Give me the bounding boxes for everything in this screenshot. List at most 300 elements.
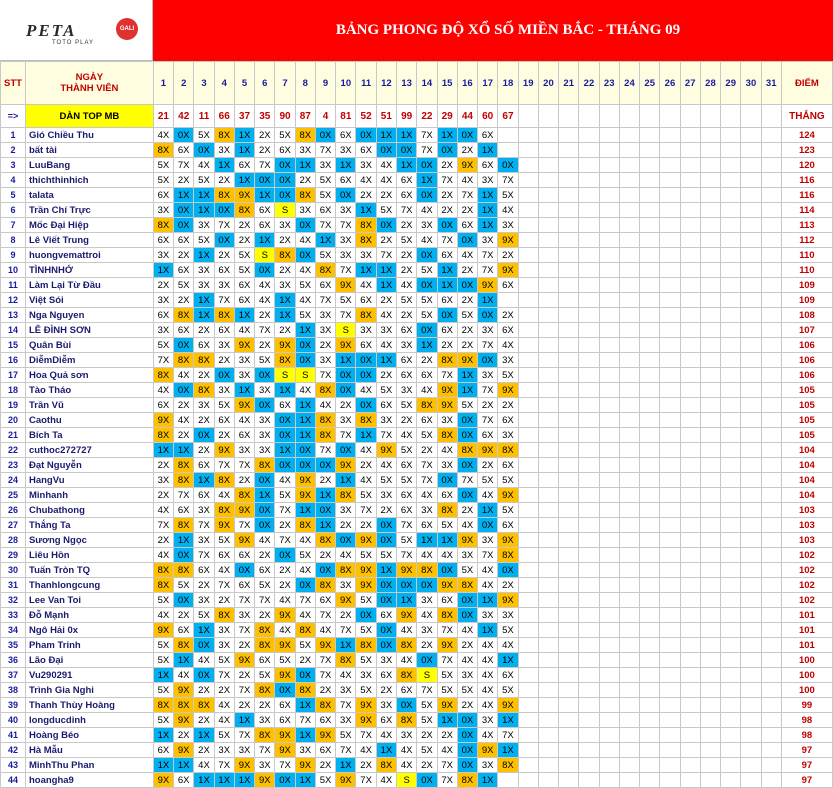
- score-cell[interactable]: [619, 278, 639, 293]
- score-cell[interactable]: [680, 368, 700, 383]
- score-cell[interactable]: [518, 548, 538, 563]
- score-cell[interactable]: 3X: [478, 368, 498, 383]
- score-cell[interactable]: 6X: [275, 713, 295, 728]
- score-cell[interactable]: [518, 698, 538, 713]
- score-cell[interactable]: [619, 638, 639, 653]
- score-cell[interactable]: [721, 218, 741, 233]
- score-cell[interactable]: 3X: [417, 593, 437, 608]
- score-cell[interactable]: 3X: [417, 623, 437, 638]
- score-cell[interactable]: 0X: [174, 218, 194, 233]
- score-cell[interactable]: [579, 143, 599, 158]
- score-cell[interactable]: [559, 158, 579, 173]
- score-cell[interactable]: [559, 503, 579, 518]
- score-cell[interactable]: [579, 128, 599, 143]
- score-cell[interactable]: [700, 488, 720, 503]
- score-cell[interactable]: [579, 518, 599, 533]
- score-cell[interactable]: [619, 488, 639, 503]
- score-cell[interactable]: 8X: [376, 758, 396, 773]
- score-cell[interactable]: 7X: [478, 413, 498, 428]
- score-cell[interactable]: [700, 503, 720, 518]
- score-cell[interactable]: 9X: [295, 473, 315, 488]
- score-cell[interactable]: 0X: [255, 173, 275, 188]
- score-cell[interactable]: 4X: [376, 728, 396, 743]
- score-cell[interactable]: [680, 263, 700, 278]
- score-cell[interactable]: [619, 473, 639, 488]
- score-cell[interactable]: 9X: [234, 758, 254, 773]
- score-cell[interactable]: 5X: [153, 173, 173, 188]
- score-cell[interactable]: [538, 638, 558, 653]
- score-cell[interactable]: 0X: [356, 353, 376, 368]
- score-cell[interactable]: 5X: [153, 683, 173, 698]
- score-cell[interactable]: [700, 353, 720, 368]
- score-cell[interactable]: [538, 653, 558, 668]
- score-cell[interactable]: [640, 743, 660, 758]
- score-cell[interactable]: 1X: [478, 143, 498, 158]
- score-cell[interactable]: 7X: [478, 548, 498, 563]
- score-cell[interactable]: [680, 503, 700, 518]
- score-cell[interactable]: 1X: [295, 158, 315, 173]
- score-cell[interactable]: 1X: [376, 563, 396, 578]
- score-cell[interactable]: 2X: [315, 683, 335, 698]
- score-cell[interactable]: [721, 413, 741, 428]
- score-cell[interactable]: [518, 158, 538, 173]
- score-cell[interactable]: [640, 668, 660, 683]
- score-cell[interactable]: 0X: [457, 758, 477, 773]
- score-cell[interactable]: 6X: [356, 143, 376, 158]
- score-cell[interactable]: 0X: [295, 443, 315, 458]
- score-cell[interactable]: 5X: [397, 533, 417, 548]
- score-cell[interactable]: 2X: [174, 398, 194, 413]
- score-cell[interactable]: 2X: [214, 593, 234, 608]
- score-cell[interactable]: [559, 278, 579, 293]
- score-cell[interactable]: [761, 473, 781, 488]
- score-cell[interactable]: 2X: [417, 638, 437, 653]
- score-cell[interactable]: 6X: [234, 293, 254, 308]
- score-cell[interactable]: 7X: [214, 458, 234, 473]
- score-cell[interactable]: 0X: [194, 428, 214, 443]
- score-cell[interactable]: [680, 233, 700, 248]
- score-cell[interactable]: [640, 323, 660, 338]
- score-cell[interactable]: 1X: [275, 293, 295, 308]
- score-cell[interactable]: 0X: [457, 593, 477, 608]
- score-cell[interactable]: [559, 368, 579, 383]
- score-cell[interactable]: 5X: [417, 293, 437, 308]
- score-cell[interactable]: 0X: [275, 158, 295, 173]
- score-cell[interactable]: 5X: [194, 608, 214, 623]
- score-cell[interactable]: [538, 128, 558, 143]
- score-cell[interactable]: [700, 713, 720, 728]
- score-cell[interactable]: [518, 203, 538, 218]
- score-cell[interactable]: [518, 128, 538, 143]
- score-cell[interactable]: 8X: [315, 413, 335, 428]
- score-cell[interactable]: [721, 638, 741, 653]
- score-cell[interactable]: 4X: [295, 383, 315, 398]
- score-cell[interactable]: 0X: [376, 218, 396, 233]
- score-cell[interactable]: [518, 563, 538, 578]
- score-cell[interactable]: [640, 203, 660, 218]
- score-cell[interactable]: 3X: [255, 383, 275, 398]
- score-cell[interactable]: 4X: [275, 623, 295, 638]
- score-cell[interactable]: [640, 563, 660, 578]
- score-cell[interactable]: 3X: [498, 608, 518, 623]
- score-cell[interactable]: [741, 383, 761, 398]
- score-cell[interactable]: 0X: [295, 458, 315, 473]
- score-cell[interactable]: 3X: [194, 533, 214, 548]
- score-cell[interactable]: [700, 563, 720, 578]
- score-cell[interactable]: [538, 323, 558, 338]
- score-cell[interactable]: 2X: [376, 683, 396, 698]
- score-cell[interactable]: 1X: [194, 188, 214, 203]
- score-cell[interactable]: 6X: [194, 488, 214, 503]
- score-cell[interactable]: 4X: [295, 233, 315, 248]
- score-cell[interactable]: 8X: [214, 128, 234, 143]
- score-cell[interactable]: 2X: [234, 233, 254, 248]
- score-cell[interactable]: 0X: [214, 368, 234, 383]
- score-cell[interactable]: 4X: [295, 293, 315, 308]
- score-cell[interactable]: 7X: [234, 683, 254, 698]
- score-cell[interactable]: [579, 563, 599, 578]
- score-cell[interactable]: 7X: [417, 128, 437, 143]
- score-cell[interactable]: 2X: [457, 293, 477, 308]
- score-cell[interactable]: 0X: [275, 428, 295, 443]
- score-cell[interactable]: 1X: [457, 368, 477, 383]
- score-cell[interactable]: [518, 263, 538, 278]
- score-cell[interactable]: [660, 188, 680, 203]
- score-cell[interactable]: 4X: [478, 653, 498, 668]
- score-cell[interactable]: 5X: [153, 158, 173, 173]
- score-cell[interactable]: 4X: [478, 563, 498, 578]
- score-cell[interactable]: [660, 758, 680, 773]
- score-cell[interactable]: 2X: [417, 443, 437, 458]
- score-cell[interactable]: [700, 413, 720, 428]
- score-cell[interactable]: [660, 773, 680, 788]
- score-cell[interactable]: [619, 338, 639, 353]
- score-cell[interactable]: [741, 128, 761, 143]
- score-cell[interactable]: 7X: [336, 218, 356, 233]
- score-cell[interactable]: [700, 623, 720, 638]
- score-cell[interactable]: [518, 488, 538, 503]
- score-cell[interactable]: [741, 488, 761, 503]
- score-cell[interactable]: [599, 323, 619, 338]
- score-cell[interactable]: 8X: [153, 218, 173, 233]
- score-cell[interactable]: 3X: [498, 428, 518, 443]
- score-cell[interactable]: 8X: [194, 353, 214, 368]
- score-cell[interactable]: [761, 578, 781, 593]
- score-cell[interactable]: 4X: [376, 773, 396, 788]
- score-cell[interactable]: [721, 353, 741, 368]
- score-cell[interactable]: 4X: [295, 533, 315, 548]
- score-cell[interactable]: 2X: [275, 518, 295, 533]
- score-cell[interactable]: 4X: [255, 293, 275, 308]
- score-cell[interactable]: 0X: [376, 143, 396, 158]
- score-cell[interactable]: 0X: [255, 518, 275, 533]
- score-cell[interactable]: 0X: [194, 638, 214, 653]
- score-cell[interactable]: [599, 383, 619, 398]
- score-cell[interactable]: 0X: [214, 233, 234, 248]
- score-cell[interactable]: [741, 248, 761, 263]
- score-cell[interactable]: 9X: [356, 533, 376, 548]
- score-cell[interactable]: 8X: [153, 578, 173, 593]
- score-cell[interactable]: 7X: [153, 518, 173, 533]
- score-cell[interactable]: [579, 308, 599, 323]
- score-cell[interactable]: 7X: [234, 518, 254, 533]
- score-cell[interactable]: 0X: [437, 143, 457, 158]
- score-cell[interactable]: [619, 518, 639, 533]
- score-cell[interactable]: 4X: [214, 713, 234, 728]
- score-cell[interactable]: [741, 698, 761, 713]
- score-cell[interactable]: [721, 773, 741, 788]
- score-cell[interactable]: 0X: [174, 593, 194, 608]
- score-cell[interactable]: 3X: [457, 668, 477, 683]
- score-cell[interactable]: 6X: [174, 623, 194, 638]
- score-cell[interactable]: 6X: [234, 428, 254, 443]
- score-cell[interactable]: [680, 548, 700, 563]
- score-cell[interactable]: [559, 338, 579, 353]
- score-cell[interactable]: 1X: [478, 218, 498, 233]
- score-cell[interactable]: [700, 188, 720, 203]
- score-cell[interactable]: 0X: [457, 278, 477, 293]
- score-cell[interactable]: 3X: [478, 758, 498, 773]
- score-cell[interactable]: 8X: [417, 563, 437, 578]
- score-cell[interactable]: 5X: [214, 398, 234, 413]
- score-cell[interactable]: 6X: [174, 233, 194, 248]
- score-cell[interactable]: [559, 548, 579, 563]
- score-cell[interactable]: 6X: [255, 653, 275, 668]
- score-cell[interactable]: [660, 218, 680, 233]
- score-cell[interactable]: 2X: [457, 338, 477, 353]
- score-cell[interactable]: [538, 488, 558, 503]
- score-cell[interactable]: 0X: [457, 458, 477, 473]
- score-cell[interactable]: 0X: [275, 413, 295, 428]
- score-cell[interactable]: 4X: [255, 533, 275, 548]
- score-cell[interactable]: [721, 233, 741, 248]
- score-cell[interactable]: [619, 758, 639, 773]
- score-cell[interactable]: [700, 518, 720, 533]
- score-cell[interactable]: [619, 308, 639, 323]
- score-cell[interactable]: [640, 188, 660, 203]
- score-cell[interactable]: 5X: [356, 593, 376, 608]
- score-cell[interactable]: 4X: [457, 173, 477, 188]
- score-cell[interactable]: 6X: [397, 368, 417, 383]
- score-cell[interactable]: [640, 443, 660, 458]
- score-cell[interactable]: [660, 533, 680, 548]
- score-cell[interactable]: 7X: [255, 158, 275, 173]
- score-cell[interactable]: 3X: [255, 713, 275, 728]
- score-cell[interactable]: [660, 713, 680, 728]
- score-cell[interactable]: [619, 293, 639, 308]
- score-cell[interactable]: 4X: [214, 488, 234, 503]
- score-cell[interactable]: 0X: [356, 608, 376, 623]
- score-cell[interactable]: 9X: [356, 698, 376, 713]
- score-cell[interactable]: [700, 728, 720, 743]
- score-cell[interactable]: 5X: [437, 683, 457, 698]
- score-cell[interactable]: 6X: [255, 563, 275, 578]
- score-cell[interactable]: [579, 428, 599, 443]
- score-cell[interactable]: 1X: [356, 263, 376, 278]
- score-cell[interactable]: 5X: [153, 653, 173, 668]
- score-cell[interactable]: [700, 608, 720, 623]
- score-cell[interactable]: 1X: [336, 353, 356, 368]
- score-cell[interactable]: 4X: [153, 503, 173, 518]
- score-cell[interactable]: 3X: [478, 713, 498, 728]
- score-cell[interactable]: [640, 143, 660, 158]
- score-cell[interactable]: [660, 638, 680, 653]
- score-cell[interactable]: 8X: [255, 458, 275, 473]
- score-cell[interactable]: 0X: [437, 218, 457, 233]
- score-cell[interactable]: 9X: [336, 593, 356, 608]
- score-cell[interactable]: 8X: [174, 458, 194, 473]
- score-cell[interactable]: 5X: [417, 308, 437, 323]
- score-cell[interactable]: 7X: [214, 758, 234, 773]
- score-cell[interactable]: [721, 158, 741, 173]
- score-cell[interactable]: 6X: [234, 158, 254, 173]
- score-cell[interactable]: 2X: [234, 668, 254, 683]
- score-cell[interactable]: [741, 668, 761, 683]
- score-cell[interactable]: [579, 458, 599, 473]
- score-cell[interactable]: 8X: [457, 443, 477, 458]
- score-cell[interactable]: [640, 383, 660, 398]
- score-cell[interactable]: [680, 758, 700, 773]
- score-cell[interactable]: 0X: [255, 368, 275, 383]
- score-cell[interactable]: 8X: [336, 488, 356, 503]
- score-cell[interactable]: [660, 248, 680, 263]
- score-cell[interactable]: 2X: [437, 158, 457, 173]
- score-cell[interactable]: [538, 533, 558, 548]
- score-cell[interactable]: 1X: [397, 593, 417, 608]
- score-cell[interactable]: [599, 773, 619, 788]
- score-cell[interactable]: [721, 683, 741, 698]
- score-cell[interactable]: [599, 623, 619, 638]
- score-cell[interactable]: 9X: [214, 518, 234, 533]
- score-cell[interactable]: 5X: [478, 473, 498, 488]
- score-cell[interactable]: [660, 608, 680, 623]
- score-cell[interactable]: [721, 338, 741, 353]
- score-cell[interactable]: [559, 383, 579, 398]
- score-cell[interactable]: 4X: [478, 683, 498, 698]
- score-cell[interactable]: 8X: [214, 308, 234, 323]
- score-cell[interactable]: 6X: [174, 503, 194, 518]
- score-cell[interactable]: [680, 563, 700, 578]
- score-cell[interactable]: [579, 608, 599, 623]
- score-cell[interactable]: 0X: [417, 323, 437, 338]
- score-cell[interactable]: 3X: [153, 473, 173, 488]
- score-cell[interactable]: 4X: [295, 263, 315, 278]
- score-cell[interactable]: [518, 533, 538, 548]
- score-cell[interactable]: 9X: [153, 413, 173, 428]
- score-cell[interactable]: [680, 458, 700, 473]
- score-cell[interactable]: 0X: [457, 128, 477, 143]
- score-cell[interactable]: 5X: [376, 548, 396, 563]
- score-cell[interactable]: 5X: [315, 188, 335, 203]
- score-cell[interactable]: 4X: [194, 158, 214, 173]
- score-cell[interactable]: 7X: [194, 548, 214, 563]
- score-cell[interactable]: 1X: [498, 743, 518, 758]
- score-cell[interactable]: 1X: [153, 758, 173, 773]
- score-cell[interactable]: 8X: [194, 383, 214, 398]
- score-cell[interactable]: 2X: [174, 608, 194, 623]
- score-cell[interactable]: 7X: [478, 248, 498, 263]
- score-cell[interactable]: 2X: [194, 443, 214, 458]
- score-cell[interactable]: 6X: [174, 143, 194, 158]
- score-cell[interactable]: [559, 533, 579, 548]
- score-cell[interactable]: 2X: [255, 308, 275, 323]
- score-cell[interactable]: 0X: [437, 473, 457, 488]
- score-cell[interactable]: 3X: [214, 638, 234, 653]
- score-cell[interactable]: 2X: [498, 398, 518, 413]
- score-cell[interactable]: [721, 608, 741, 623]
- score-cell[interactable]: 0X: [397, 578, 417, 593]
- score-cell[interactable]: 8X: [153, 428, 173, 443]
- score-cell[interactable]: 4X: [376, 308, 396, 323]
- score-cell[interactable]: [721, 443, 741, 458]
- score-cell[interactable]: 6X: [315, 278, 335, 293]
- score-cell[interactable]: 9X: [336, 338, 356, 353]
- score-cell[interactable]: [518, 413, 538, 428]
- score-cell[interactable]: [761, 758, 781, 773]
- score-cell[interactable]: [761, 233, 781, 248]
- score-cell[interactable]: [518, 308, 538, 323]
- score-cell[interactable]: 1X: [194, 728, 214, 743]
- score-cell[interactable]: [660, 263, 680, 278]
- score-cell[interactable]: 7X: [478, 338, 498, 353]
- score-cell[interactable]: 0X: [275, 173, 295, 188]
- score-cell[interactable]: [599, 263, 619, 278]
- score-cell[interactable]: 6X: [214, 323, 234, 338]
- score-cell[interactable]: 7X: [336, 698, 356, 713]
- score-cell[interactable]: 7X: [234, 728, 254, 743]
- score-cell[interactable]: 7X: [315, 293, 335, 308]
- score-cell[interactable]: 7X: [336, 428, 356, 443]
- score-cell[interactable]: 2X: [457, 203, 477, 218]
- score-cell[interactable]: 7X: [194, 518, 214, 533]
- score-cell[interactable]: 3X: [194, 218, 214, 233]
- score-cell[interactable]: [599, 548, 619, 563]
- score-cell[interactable]: 0X: [478, 353, 498, 368]
- score-cell[interactable]: 6X: [397, 323, 417, 338]
- score-cell[interactable]: [680, 578, 700, 593]
- score-cell[interactable]: [700, 368, 720, 383]
- score-cell[interactable]: [518, 638, 538, 653]
- score-cell[interactable]: 4X: [457, 623, 477, 638]
- score-cell[interactable]: [700, 548, 720, 563]
- score-cell[interactable]: 1X: [234, 128, 254, 143]
- score-cell[interactable]: 0X: [376, 578, 396, 593]
- score-cell[interactable]: 9X: [437, 698, 457, 713]
- score-cell[interactable]: 1X: [295, 503, 315, 518]
- score-cell[interactable]: [599, 578, 619, 593]
- score-cell[interactable]: [660, 578, 680, 593]
- score-cell[interactable]: [721, 248, 741, 263]
- score-cell[interactable]: [680, 608, 700, 623]
- score-cell[interactable]: 2X: [194, 683, 214, 698]
- score-cell[interactable]: [700, 158, 720, 173]
- score-cell[interactable]: [721, 593, 741, 608]
- score-cell[interactable]: 6X: [397, 188, 417, 203]
- score-cell[interactable]: [700, 203, 720, 218]
- score-cell[interactable]: [640, 218, 660, 233]
- score-cell[interactable]: 6X: [315, 743, 335, 758]
- score-cell[interactable]: [579, 173, 599, 188]
- score-cell[interactable]: 1X: [315, 233, 335, 248]
- score-cell[interactable]: 0X: [457, 608, 477, 623]
- score-cell[interactable]: [721, 278, 741, 293]
- score-cell[interactable]: [660, 593, 680, 608]
- score-cell[interactable]: 6X: [315, 713, 335, 728]
- score-cell[interactable]: [619, 398, 639, 413]
- score-cell[interactable]: 8X: [437, 503, 457, 518]
- score-cell[interactable]: [579, 728, 599, 743]
- score-cell[interactable]: 4X: [214, 698, 234, 713]
